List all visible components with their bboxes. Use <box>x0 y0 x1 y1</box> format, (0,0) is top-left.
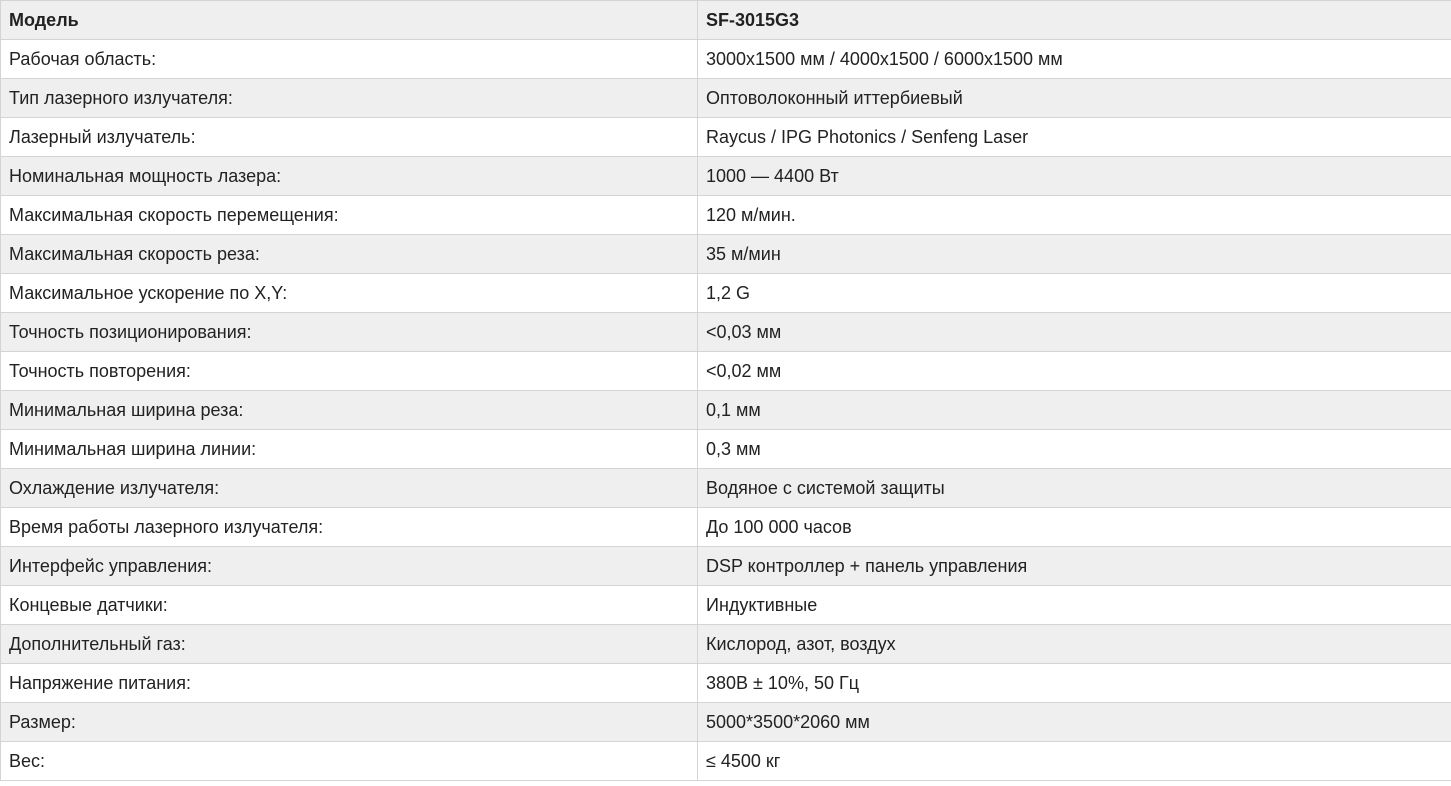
param-cell: Напряжение питания: <box>1 664 698 703</box>
table-row <box>1 274 1451 313</box>
table-header-row <box>1 1 1451 40</box>
value-cell: 35 м/мин <box>698 235 1451 274</box>
param-cell: Минимальная ширина линии: <box>1 430 698 469</box>
value-cell: <0,02 мм <box>698 352 1451 391</box>
value-cell: 3000x1500 мм / 4000x1500 / 6000x1500 мм <box>698 40 1451 79</box>
table-row <box>1 235 1451 274</box>
param-cell: Максимальное ускорение по X,Y: <box>1 274 698 313</box>
param-cell: Вес: <box>1 742 698 781</box>
param-cell: Максимальная скорость реза: <box>1 235 698 274</box>
value-cell: 5000*3500*2060 мм <box>698 703 1451 742</box>
header-param-cell: Модель <box>1 1 698 40</box>
header-value-cell: SF-3015G3 <box>698 1 1451 40</box>
value-cell: 0,3 мм <box>698 430 1451 469</box>
table-row <box>1 625 1451 664</box>
table-row <box>1 586 1451 625</box>
param-cell: Дополнительный газ: <box>1 625 698 664</box>
param-cell: Тип лазерного излучателя: <box>1 79 698 118</box>
value-cell: Водяное с системой защиты <box>698 469 1451 508</box>
table-row <box>1 313 1451 352</box>
param-cell: Интерфейс управления: <box>1 547 698 586</box>
value-cell: Кислород, азот, воздух <box>698 625 1451 664</box>
table-row <box>1 664 1451 703</box>
table-row <box>1 742 1451 781</box>
value-cell: Индуктивные <box>698 586 1451 625</box>
param-cell: Номинальная мощность лазера: <box>1 157 698 196</box>
table-row <box>1 391 1451 430</box>
param-cell: Размер: <box>1 703 698 742</box>
value-cell: DSP контроллер + панель управления <box>698 547 1451 586</box>
param-cell: Время работы лазерного излучателя: <box>1 508 698 547</box>
table-row <box>1 352 1451 391</box>
value-cell: 0,1 мм <box>698 391 1451 430</box>
param-cell: Максимальная скорость перемещения: <box>1 196 698 235</box>
table-row <box>1 469 1451 508</box>
param-cell: Рабочая область: <box>1 40 698 79</box>
value-cell: ≤ 4500 кг <box>698 742 1451 781</box>
param-cell: Точность позиционирования: <box>1 313 698 352</box>
value-cell: 1,2 G <box>698 274 1451 313</box>
table-row <box>1 547 1451 586</box>
param-cell: Охлаждение излучателя: <box>1 469 698 508</box>
table-row <box>1 703 1451 742</box>
value-cell: Оптоволоконный иттербиевый <box>698 79 1451 118</box>
value-cell: 120 м/мин. <box>698 196 1451 235</box>
param-cell: Точность повторения: <box>1 352 698 391</box>
param-cell: Минимальная ширина реза: <box>1 391 698 430</box>
table-row <box>1 430 1451 469</box>
param-cell: Лазерный излучатель: <box>1 118 698 157</box>
value-cell: 380В ± 10%, 50 Гц <box>698 664 1451 703</box>
table-row <box>1 508 1451 547</box>
value-cell: До 100 000 часов <box>698 508 1451 547</box>
value-cell: 1000 — 4400 Вт <box>698 157 1451 196</box>
param-cell: Концевые датчики: <box>1 586 698 625</box>
table-row <box>1 157 1451 196</box>
table-row <box>1 196 1451 235</box>
table-row <box>1 40 1451 79</box>
value-cell: Raycus / IPG Photonics / Senfeng Laser <box>698 118 1451 157</box>
table-row <box>1 79 1451 118</box>
value-cell: <0,03 мм <box>698 313 1451 352</box>
table-row <box>1 118 1451 157</box>
